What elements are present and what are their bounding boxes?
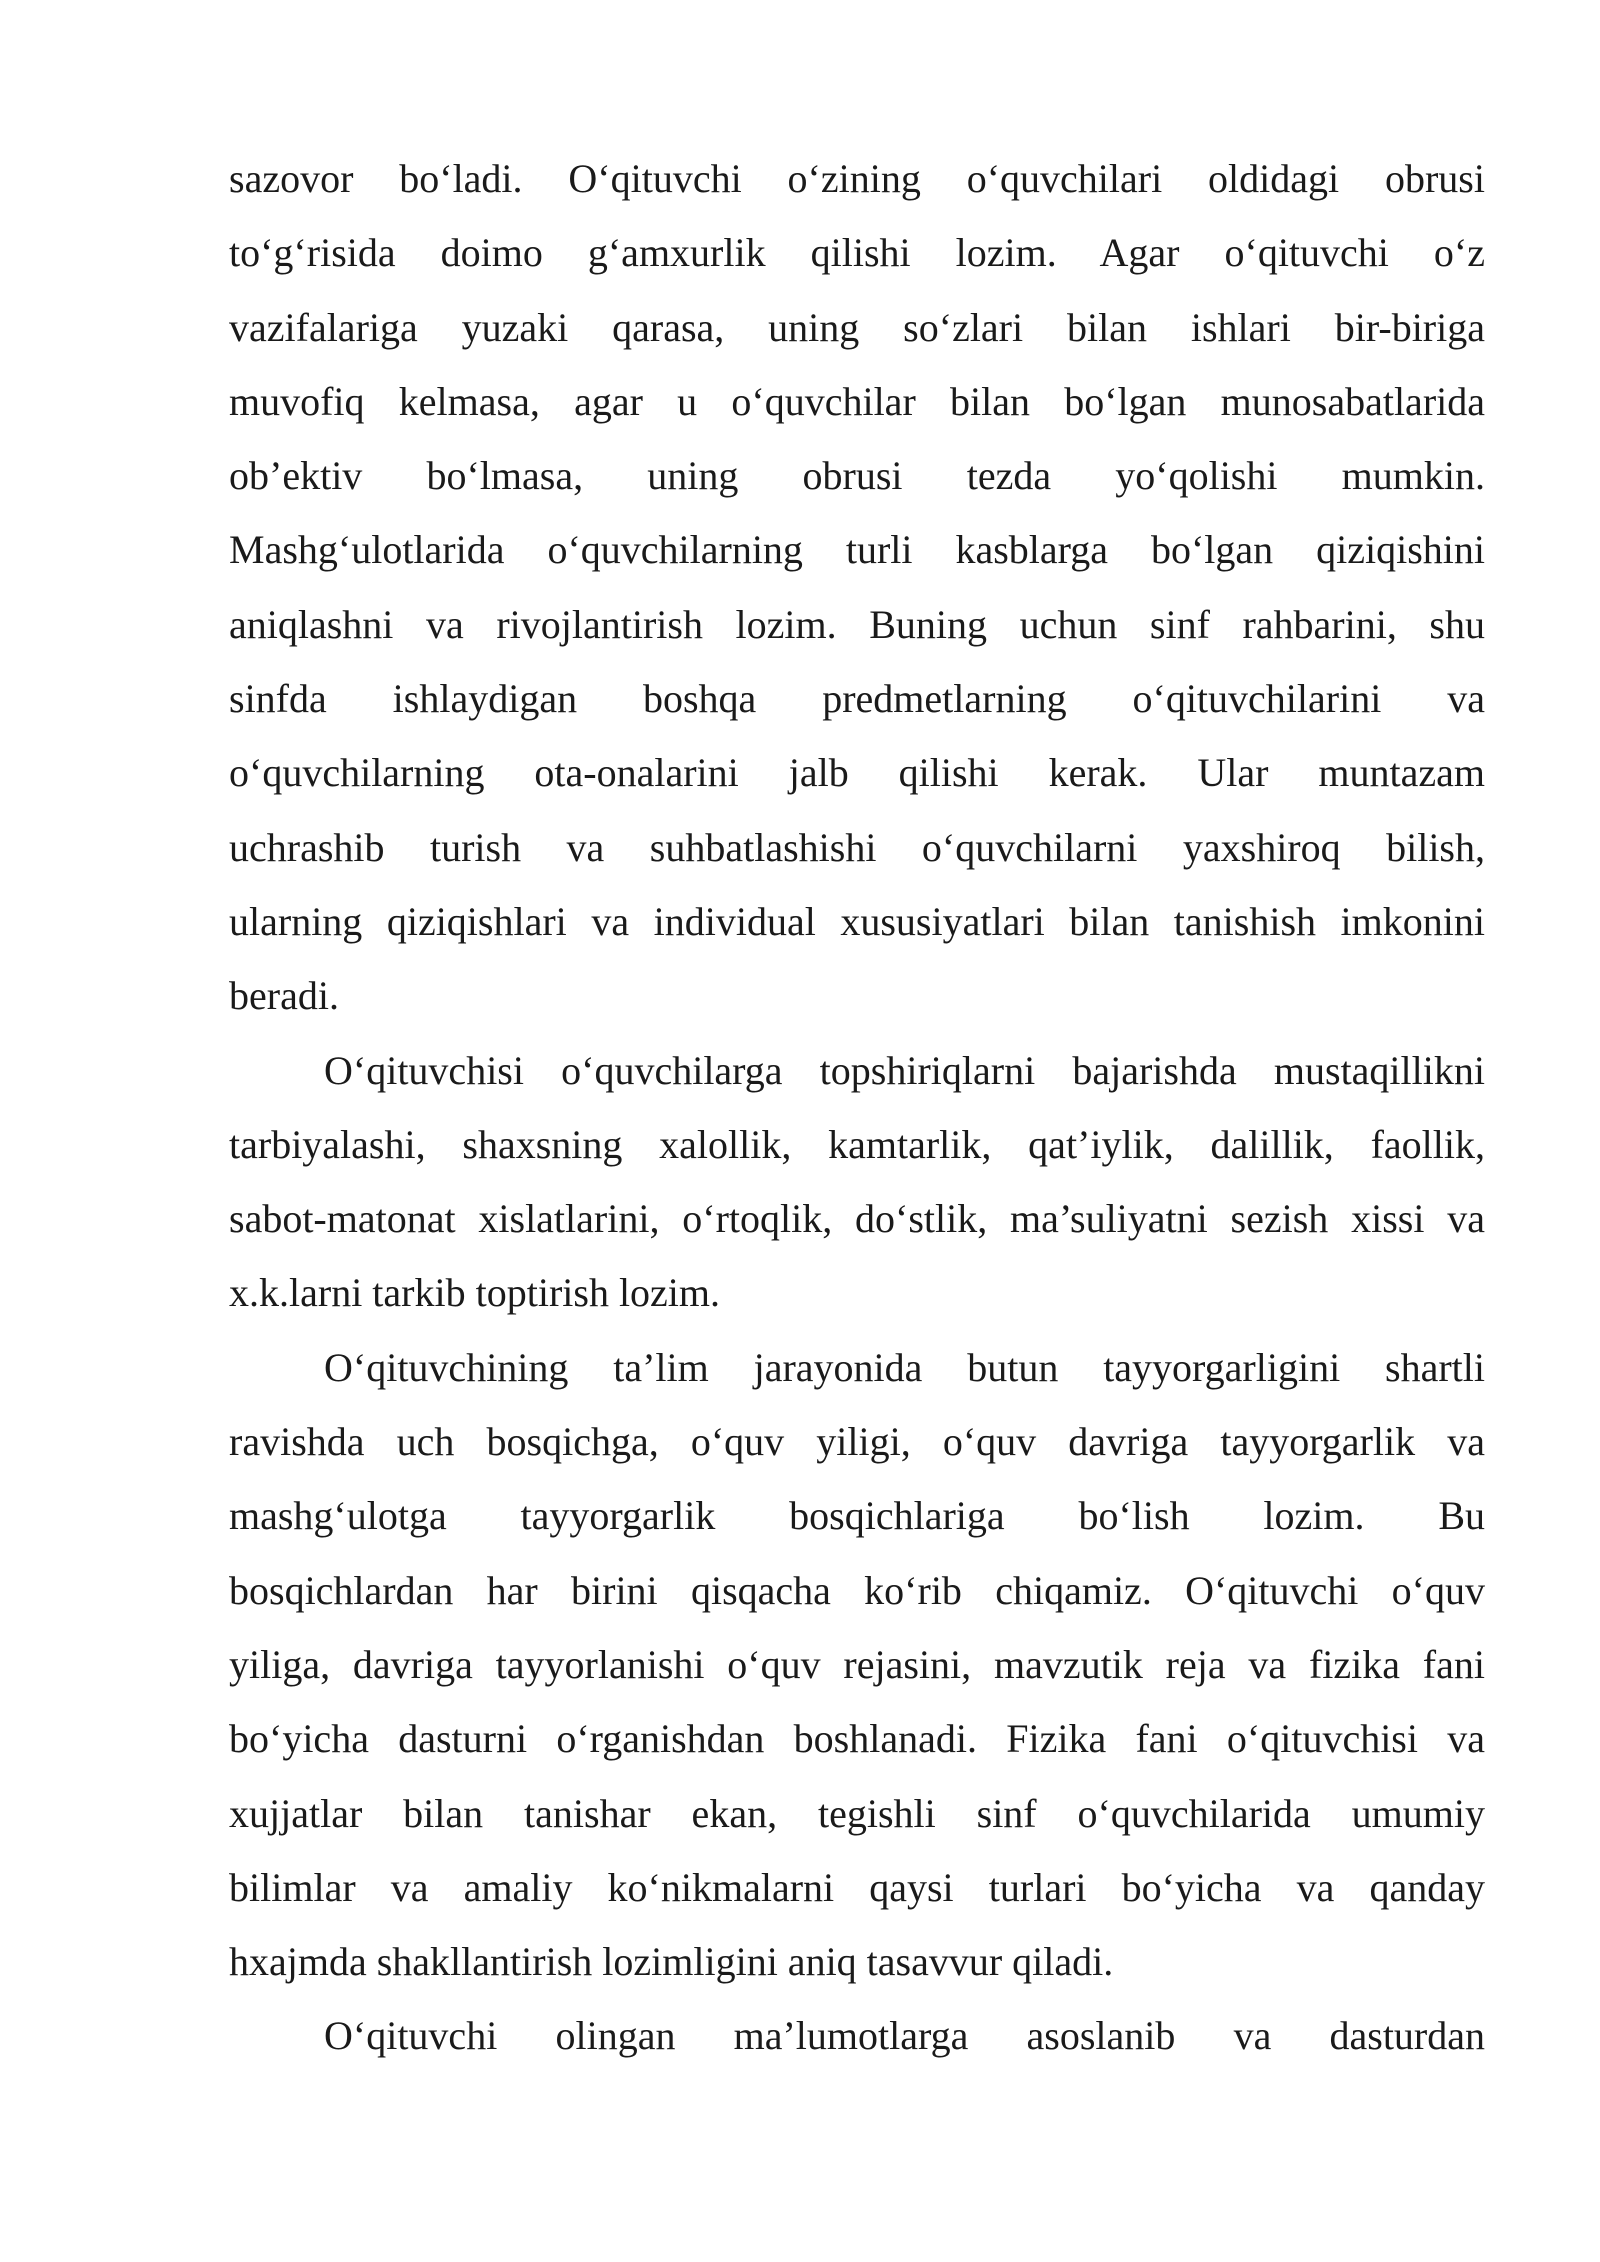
text-line: sabot-matonat xislatlarini, o‘rtoqlik, do‘stlik, ma’suliyatni sezish xissi va [229, 1196, 1485, 1242]
text-line: sinfda ishlaydigan boshqa predmetlarning o‘qituvchilarini va [229, 676, 1485, 722]
text-line: mashg‘ulotga tayyorgarlik bosqichlariga bo‘lish lozim. Bu [229, 1493, 1485, 1539]
text-line: uchrashib turish va suhbatlashishi o‘quvchilarni yaxshiroq bilish, [229, 824, 1485, 870]
paragraph-3 [229, 1331, 1485, 2000]
text-line: x.k.larni tarkib toptirish lozim. [229, 1270, 721, 1316]
text-line: bilimlar va amaliy ko‘nikmalarni qaysi turlari bo‘yicha va qanday [229, 1864, 1485, 1910]
paragraph-2 [229, 1034, 1485, 1331]
text-line: ularning qiziqishlari va individual xususiyatlari bilan tanishish imkonini [229, 898, 1485, 944]
text-line: yiliga, davriga tayyorlanishi o‘quv rejasini, mavzutik reja va fizika fani [229, 1641, 1485, 1687]
text-line: hxajmda shakllantirish lozimligini aniq tasavvur qiladi. [229, 1939, 1114, 1985]
paragraph-1 [229, 142, 1485, 1034]
text-line: tarbiyalashi, shaxsning xalollik, kamtarlik, qat’iylik, dalillik, faollik, [229, 1121, 1485, 1167]
document-body [229, 142, 1485, 2074]
paragraph-4 [229, 1999, 1485, 2073]
text-line: O‘qituvchi olingan ma’lumotlarga asoslanib va dasturdan [324, 2013, 1485, 2059]
text-line: ravishda uch bosqichga, o‘quv yiligi, o‘quv davriga tayyorgarlik va [229, 1419, 1485, 1465]
text-line: muvofiq kelmasa, agar u o‘quvchilar bilan bo‘lgan munosabatlarida [229, 378, 1485, 424]
text-line: beradi. [229, 973, 339, 1019]
text-line: O‘qituvchisi o‘quvchilarga topshiriqlarni bajarishda mustaqillikni [324, 1047, 1485, 1093]
text-line: ob’ektiv bo‘lmasa, uning obrusi tezda yo‘qolishi mumkin. [229, 453, 1485, 499]
text-line: aniqlashni va rivojlantirish lozim. Buning uchun sinf rahbarini, shu [229, 601, 1485, 647]
text-line: bosqichlardan har birini qisqacha ko‘rib chiqamiz. O‘qituvchi o‘quv [229, 1567, 1485, 1613]
text-line: o‘quvchilarning ota-onalarini jalb qilishi kerak. Ular muntazam [229, 750, 1485, 796]
text-line: bo‘yicha dasturni o‘rganishdan boshlanadi. Fizika fani o‘qituvchisi va [229, 1716, 1485, 1762]
text-line: to‘g‘risida doimo g‘amxurlik qilishi lozim. Agar o‘qituvchi o‘z [229, 230, 1485, 276]
text-line: sazovor bo‘ladi. O‘qituvchi o‘zining o‘quvchilari oldidagi obrusi [229, 156, 1485, 201]
text-line: Mashg‘ulotlarida o‘quvchilarning turli kasblarga bo‘lgan qiziqishini [229, 527, 1485, 573]
text-line: vazifalariga yuzaki qarasa, uning so‘zlari bilan ishlari bir-biriga [229, 304, 1485, 350]
text-line: O‘qituvchining ta’lim jarayonida butun tayyorgarligini shartli [324, 1344, 1485, 1390]
text-line: xujjatlar bilan tanishar ekan, tegishli sinf o‘quvchilarida umumiy [229, 1790, 1485, 1836]
